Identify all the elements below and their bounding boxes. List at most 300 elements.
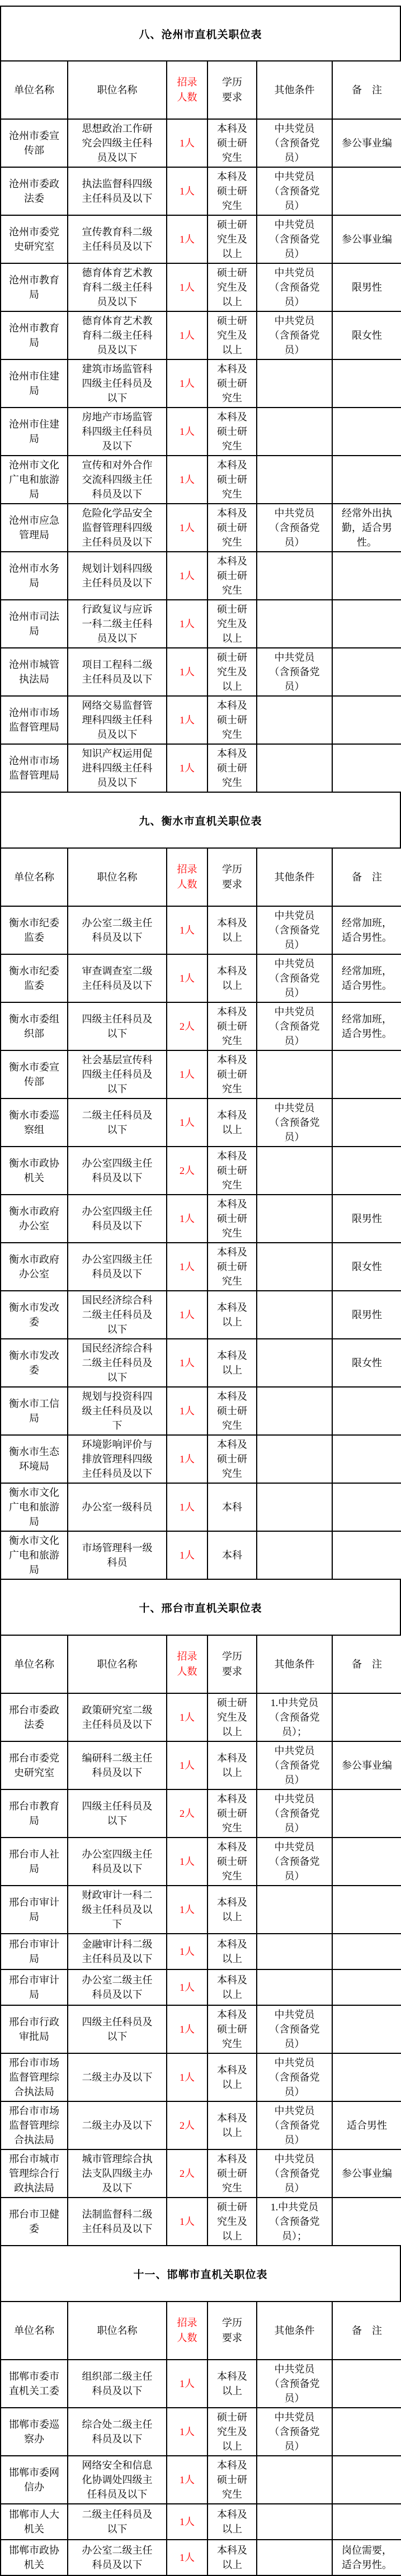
education-value: 本科及以上	[217, 2371, 247, 2397]
unit-value: 邯郸市委巡察办	[9, 2419, 59, 2445]
count-value: 1人	[180, 474, 195, 485]
education-value: 硕士研究生及以上	[217, 315, 247, 356]
unit-value: 沧州市文化广电和旅游局	[9, 460, 59, 500]
table-row	[1, 696, 401, 744]
count-value: 1人	[180, 1712, 195, 1723]
education-cell	[207, 2456, 257, 2504]
unit-value: 邢台市行政审批局	[9, 2016, 59, 2042]
position-value: 规划计划科四级主任科员及以下	[82, 563, 153, 589]
count-value: 1人	[180, 2474, 195, 2485]
education-cell	[207, 744, 257, 792]
jobs-table	[0, 847, 401, 1580]
table-row	[1, 2198, 401, 2246]
count-cell	[167, 696, 207, 744]
count-cell	[167, 1693, 207, 1741]
other-value: 中共党员（含预备党员）	[269, 1793, 320, 1834]
unit-value: 衡水市生态环境局	[9, 1446, 59, 1472]
position-value: 宣传和对外合作交流科四级主任科员及以下	[82, 460, 153, 500]
table-title: 十一、邯郸市直机关职位表	[0, 2246, 401, 2301]
table-row	[1, 1483, 401, 1531]
header-row	[1, 848, 401, 906]
remark-cell	[332, 1483, 401, 1531]
count-cell	[167, 2101, 207, 2149]
unit-value: 邢台市卫健委	[9, 2209, 59, 2234]
table-row	[1, 1387, 401, 1435]
table-title: 九、衡水市直机关职位表	[0, 793, 401, 847]
education-value: 本科及以上	[217, 2113, 247, 2138]
col-header-remark: 备 注	[332, 1635, 401, 1693]
job-table-section-cangzhou	[0, 6, 401, 793]
count-value: 2人	[180, 2168, 195, 2179]
other-cell	[257, 2540, 332, 2575]
count-value: 1人	[180, 2378, 195, 2389]
count-cell	[167, 1934, 207, 1969]
other-cell	[257, 1387, 332, 1435]
other-cell	[257, 263, 332, 311]
count-cell	[167, 2053, 207, 2101]
education-cell	[207, 2101, 257, 2149]
unit-cell	[1, 2540, 68, 2575]
count-cell	[167, 1387, 207, 1435]
remark-cell	[332, 359, 401, 408]
count-value: 1人	[180, 2216, 195, 2227]
position-value: 四级主任科员及以下	[82, 1801, 153, 1826]
col-header-position: 职位名称	[68, 848, 167, 906]
count-value: 1人	[180, 330, 195, 341]
col-header-remark: 备 注	[332, 2302, 401, 2360]
remark-cell	[332, 2005, 401, 2053]
education-cell	[207, 311, 257, 359]
table-row	[1, 1435, 401, 1483]
position-value: 建筑市场监管科四级主任科员及以下	[82, 363, 153, 404]
education-cell	[207, 1483, 257, 1531]
table-row	[1, 552, 401, 600]
unit-cell	[1, 2360, 68, 2408]
unit-value: 邢台市审计局	[9, 1897, 59, 1922]
position-cell	[68, 1387, 167, 1435]
education-value: 本科及以上	[217, 965, 247, 991]
other-cell	[257, 2053, 332, 2101]
remark-cell	[332, 1098, 401, 1147]
table-row	[1, 2005, 401, 2053]
table-row	[1, 1147, 401, 1195]
table-row	[1, 906, 401, 954]
position-cell	[68, 2408, 167, 2456]
education-value: 本科及以上	[217, 1302, 247, 1328]
education-cell	[207, 1741, 257, 1789]
unit-value: 邢台市审计局	[9, 1939, 59, 1964]
unit-cell	[1, 2053, 68, 2101]
remark-cell	[332, 1789, 401, 1838]
count-cell	[167, 408, 207, 456]
position-value: 二级主任科员及以下	[82, 1110, 153, 1135]
table-row	[1, 648, 401, 696]
unit-cell	[1, 1838, 68, 1886]
other-cell	[257, 1243, 332, 1291]
education-cell	[207, 1387, 257, 1435]
education-value: 本科及硕士研究生	[217, 748, 247, 788]
education-cell	[207, 648, 257, 696]
count-cell	[167, 906, 207, 954]
table-row	[1, 1002, 401, 1050]
education-cell	[207, 263, 257, 311]
remark-value: 经常加班，适合男性。	[342, 917, 392, 943]
col-header-unit: 单位名称	[1, 61, 68, 119]
unit-cell	[1, 1291, 68, 1339]
other-cell	[257, 456, 332, 504]
other-cell	[257, 2005, 332, 2053]
remark-value: 适合男性	[347, 2120, 387, 2131]
col-header-position: 职位名称	[68, 61, 167, 119]
unit-cell	[1, 1483, 68, 1531]
education-value: 本科	[222, 1502, 242, 1513]
count-cell	[167, 1531, 207, 1579]
unit-value: 沧州市住建局	[9, 419, 59, 444]
position-value: 网络交易监督管理科四级主任科员及以下	[82, 700, 153, 740]
position-cell	[68, 1243, 167, 1291]
count-cell	[167, 1002, 207, 1050]
education-cell	[207, 2408, 257, 2456]
col-header-education: 学历要求	[207, 61, 257, 119]
position-value: 项目工程科二级主任科员及以下	[82, 659, 153, 685]
position-value: 组织部二级主任科员及以下	[82, 2371, 153, 2397]
remark-cell	[332, 2456, 401, 2504]
table-title: 八、沧州市直机关职位表	[0, 6, 401, 60]
remark-cell	[332, 1291, 401, 1339]
header-row	[1, 2302, 401, 2360]
education-cell	[207, 1838, 257, 1886]
count-cell	[167, 1741, 207, 1789]
count-value: 1人	[180, 570, 195, 581]
position-cell	[68, 2540, 167, 2575]
position-cell	[68, 2005, 167, 2053]
position-value: 规划与投资科四级主任科员及以下	[82, 1391, 153, 1431]
count-cell	[167, 2005, 207, 2053]
job-position-document	[0, 6, 401, 2576]
education-cell	[207, 504, 257, 552]
unit-cell	[1, 1741, 68, 1789]
other-value: 1.中共党员（含预备党员）；	[269, 1697, 320, 1737]
header-row	[1, 1635, 401, 1693]
position-cell	[68, 552, 167, 600]
count-value: 1人	[180, 763, 195, 774]
education-value: 本科及硕士研究生	[217, 411, 247, 452]
education-value: 硕士研究生及以上	[217, 2412, 247, 2452]
position-value: 国民经济综合科二级主任科员及以下	[82, 1295, 153, 1335]
other-value: 1.中共党员（含预备党员）；	[269, 2201, 320, 2242]
table-row	[1, 1098, 401, 1147]
unit-value: 邢台市市场监督管理综合执法局	[9, 2057, 59, 2097]
remark-cell	[332, 648, 401, 696]
remark-cell	[332, 2360, 401, 2408]
jobs-table	[0, 2301, 401, 2576]
count-value: 1人	[180, 2516, 195, 2527]
other-cell	[257, 648, 332, 696]
education-value: 本科及硕士研究生	[217, 700, 247, 740]
unit-value: 衡水市工信局	[9, 1398, 59, 1424]
position-cell	[68, 1435, 167, 1483]
unit-value: 沧州市城管执法局	[9, 659, 59, 685]
position-value: 财政审计一科二级主任科员及以下	[82, 1890, 153, 1930]
job-table-section-handan	[0, 2246, 401, 2576]
count-cell	[167, 954, 207, 1002]
count-value: 1人	[180, 186, 195, 197]
table-row	[1, 744, 401, 792]
other-value: 中共党员（含预备党员）	[269, 910, 320, 950]
count-cell	[167, 600, 207, 648]
education-value: 硕士研究生及以上	[217, 219, 247, 259]
count-value: 1人	[180, 1357, 195, 1368]
col-header-unit: 单位名称	[1, 2302, 68, 2360]
count-value: 1人	[180, 426, 195, 437]
unit-value: 衡水市政府办公室	[9, 1254, 59, 1280]
education-cell	[207, 456, 257, 504]
remark-cell	[332, 2408, 401, 2456]
position-value: 网络安全和信息化协调处四级主任科员及以下	[82, 2460, 153, 2500]
other-cell	[257, 408, 332, 456]
count-value: 1人	[180, 973, 195, 984]
education-value: 硕士研究生及以上	[217, 2201, 247, 2242]
education-value: 本科及硕士研究生	[217, 1054, 247, 1095]
table-row	[1, 456, 401, 504]
count-value: 2人	[180, 1021, 195, 1032]
position-cell	[68, 311, 167, 359]
col-header-position: 职位名称	[68, 1635, 167, 1693]
table-row	[1, 167, 401, 215]
position-value: 二级主任科员及以下	[82, 2509, 153, 2535]
count-value: 1人	[180, 925, 195, 936]
col-header-other: 其他条件	[257, 848, 332, 906]
remark-cell	[332, 744, 401, 792]
other-cell	[257, 1838, 332, 1886]
unit-value: 衡水市委宣传部	[9, 1062, 59, 1087]
unit-cell	[1, 552, 68, 600]
education-value: 本科及以上	[217, 1753, 247, 1778]
education-cell	[207, 1789, 257, 1838]
position-value: 综合处二级主任科员及以下	[82, 2419, 153, 2445]
position-value: 宣传教育科二级主任科员及以下	[82, 226, 153, 252]
position-value: 办公室四级主任科员及以下	[82, 1158, 153, 1183]
remark-value: 限男性	[352, 282, 382, 293]
education-cell	[207, 167, 257, 215]
count-value: 1人	[180, 522, 195, 533]
other-cell	[257, 1050, 332, 1098]
other-cell	[257, 1195, 332, 1243]
other-cell	[257, 744, 332, 792]
col-header-count: 招录人数	[167, 61, 207, 119]
education-value: 本科及以上	[217, 1897, 247, 1922]
unit-cell	[1, 1934, 68, 1969]
position-value: 城市管理综合执法支队四级主办及以下	[82, 2153, 153, 2194]
unit-value: 邢台市委党史研究室	[9, 1753, 59, 1778]
count-cell	[167, 1483, 207, 1531]
count-value: 1人	[180, 714, 195, 726]
other-cell	[257, 600, 332, 648]
other-cell	[257, 1147, 332, 1195]
count-cell	[167, 744, 207, 792]
table-row	[1, 263, 401, 311]
position-cell	[68, 600, 167, 648]
education-value: 本科	[222, 1550, 242, 1561]
header-row	[1, 61, 401, 119]
count-value: 1人	[180, 666, 195, 678]
education-value: 本科及以上	[217, 1939, 247, 1964]
unit-cell	[1, 1147, 68, 1195]
col-header-education: 学历要求	[207, 848, 257, 906]
other-value: 中共党员（含预备党员）	[269, 652, 320, 692]
remark-value: 经常加班，适合男性。	[342, 1014, 392, 1039]
count-value: 1人	[180, 378, 195, 389]
unit-cell	[1, 600, 68, 648]
col-header-other: 其他条件	[257, 61, 332, 119]
position-cell	[68, 1339, 167, 1387]
unit-cell	[1, 1195, 68, 1243]
education-cell	[207, 119, 257, 167]
job-table-section-xingtai	[0, 1580, 401, 2246]
education-value: 本科及以上	[217, 2509, 247, 2535]
position-cell	[68, 1969, 167, 2005]
education-cell	[207, 1147, 257, 1195]
position-cell	[68, 2149, 167, 2198]
count-value: 1人	[180, 1405, 195, 1417]
col-header-remark: 备 注	[332, 61, 401, 119]
unit-value: 邢台市教育局	[9, 1801, 59, 1826]
education-cell	[207, 1050, 257, 1098]
remark-cell	[332, 1531, 401, 1579]
education-value: 本科及硕士研究生	[217, 1150, 247, 1191]
count-value: 1人	[180, 1946, 195, 1957]
position-cell	[68, 954, 167, 1002]
col-header-other: 其他条件	[257, 1635, 332, 1693]
col-header-count: 招录人数	[167, 2302, 207, 2360]
education-value: 本科及以上	[217, 2064, 247, 2090]
other-cell	[257, 1693, 332, 1741]
education-value: 本科及硕士研究生	[217, 171, 247, 211]
table-row	[1, 1838, 401, 1886]
education-value: 本科及硕士研究生	[217, 2460, 247, 2500]
education-cell	[207, 696, 257, 744]
unit-value: 沧州市市场监督管理局	[9, 755, 59, 781]
other-cell	[257, 1789, 332, 1838]
position-cell	[68, 1789, 167, 1838]
count-value: 1人	[180, 1069, 195, 1080]
table-row	[1, 215, 401, 263]
education-cell	[207, 552, 257, 600]
remark-cell	[332, 1741, 401, 1789]
other-cell	[257, 1934, 332, 1969]
count-value: 1人	[180, 234, 195, 245]
remark-cell	[332, 1387, 401, 1435]
education-value: 本科及硕士研究生	[217, 1391, 247, 1431]
education-cell	[207, 1886, 257, 1934]
other-cell	[257, 1098, 332, 1147]
education-value: 本科及以上	[217, 1350, 247, 1376]
count-cell	[167, 1969, 207, 2005]
unit-cell	[1, 2149, 68, 2198]
position-cell	[68, 744, 167, 792]
other-cell	[257, 1483, 332, 1531]
unit-value: 衡水市纪委监委	[9, 965, 59, 991]
table-row	[1, 1969, 401, 2005]
unit-cell	[1, 311, 68, 359]
remark-cell	[332, 1886, 401, 1934]
other-value: 中共党员（含预备党员）	[269, 315, 320, 356]
remark-cell	[332, 2540, 401, 2575]
other-cell	[257, 167, 332, 215]
remark-value: 参公事业编	[342, 2168, 392, 2179]
count-cell	[167, 552, 207, 600]
position-value: 环境影响评价与排放管理科四级主任科员及以下	[82, 1439, 153, 1479]
count-cell	[167, 119, 207, 167]
other-cell	[257, 2360, 332, 2408]
count-cell	[167, 1435, 207, 1483]
unit-cell	[1, 1243, 68, 1291]
education-value: 本科及硕士研究生	[217, 1006, 247, 1046]
count-value: 1人	[180, 1117, 195, 1128]
remark-cell	[332, 1838, 401, 1886]
position-cell	[68, 2198, 167, 2246]
education-cell	[207, 1098, 257, 1147]
position-cell	[68, 1002, 167, 1050]
remark-value: 参公事业编	[342, 1760, 392, 1771]
count-cell	[167, 2540, 207, 2575]
other-cell	[257, 2101, 332, 2149]
count-value: 1人	[180, 2552, 195, 2563]
table-row	[1, 1195, 401, 1243]
other-cell	[257, 1002, 332, 1050]
position-cell	[68, 2101, 167, 2149]
count-value: 1人	[180, 1760, 195, 1771]
other-cell	[257, 504, 332, 552]
position-cell	[68, 1934, 167, 1969]
other-value: 中共党员（含预备党员）	[269, 2153, 320, 2194]
other-value: 中共党员（含预备党员）	[269, 123, 320, 163]
count-value: 1人	[180, 2024, 195, 2035]
education-value: 本科及以上	[217, 917, 247, 943]
position-cell	[68, 1838, 167, 1886]
unit-value: 衡水市发改委	[9, 1302, 59, 1328]
remark-cell	[332, 2053, 401, 2101]
position-value: 四级主任科员及以下	[82, 2016, 153, 2042]
unit-value: 衡水市委巡察组	[9, 1110, 59, 1135]
other-value: 中共党员（含预备党员）	[269, 1006, 320, 1046]
unit-cell	[1, 1969, 68, 2005]
position-value: 社会基层宣传科四级主任科员及以下	[82, 1054, 153, 1095]
remark-cell	[332, 311, 401, 359]
count-cell	[167, 311, 207, 359]
count-cell	[167, 1886, 207, 1934]
unit-value: 沧州市教育局	[9, 274, 59, 300]
unit-cell	[1, 2101, 68, 2149]
unit-value: 邢台市城市管理综合行政执法局	[9, 2153, 59, 2194]
unit-cell	[1, 1789, 68, 1838]
position-value: 办公室四级主任科员及以下	[82, 1849, 153, 1874]
position-value: 二级主办及以下	[82, 2072, 153, 2083]
unit-cell	[1, 359, 68, 408]
other-cell	[257, 1291, 332, 1339]
col-header-unit: 单位名称	[1, 848, 68, 906]
remark-cell	[332, 1969, 401, 2005]
unit-cell	[1, 1435, 68, 1483]
position-cell	[68, 215, 167, 263]
unit-cell	[1, 696, 68, 744]
other-cell	[257, 696, 332, 744]
education-cell	[207, 1934, 257, 1969]
jobs-table	[0, 1635, 401, 2246]
position-cell	[68, 906, 167, 954]
other-value: 中共党员（含预备党员）	[269, 171, 320, 211]
table-row	[1, 1789, 401, 1838]
